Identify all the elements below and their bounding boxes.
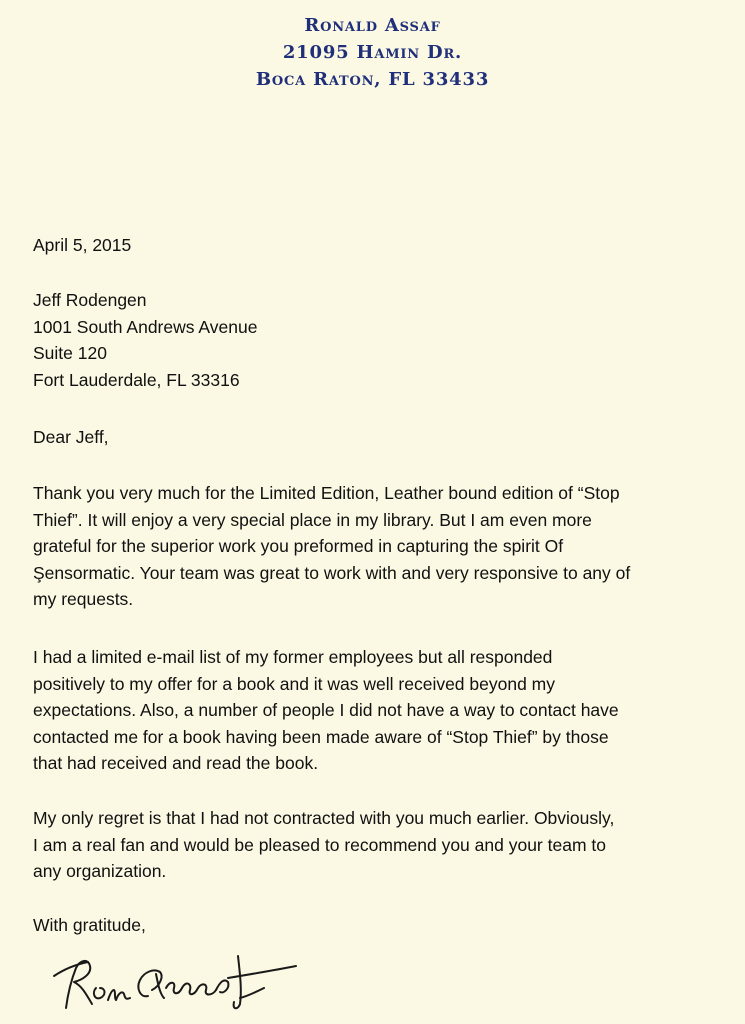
paragraph-1 — [33, 480, 630, 613]
paragraph-line: contacted me for a book having been made aware of “Stop Thief” by those — [33, 726, 609, 747]
letterhead-city: Boca Raton, FL 33433 — [255, 69, 490, 90]
recipient-suite: Suite 120 — [33, 343, 107, 363]
letterhead-name: Ronald Assaf — [304, 15, 441, 36]
paragraph-line: expectations. Also, a number of people I did not have a way to contact have — [33, 700, 619, 720]
paragraph-line: grateful for the superior work you preformed in capturing the spirit Of — [33, 536, 564, 556]
paragraph-line: I had a limited e-mail list of my former employees but all responded — [33, 647, 553, 667]
paragraph-2 — [33, 644, 619, 777]
paragraph-3 — [33, 805, 614, 885]
handwritten-signature — [52, 938, 297, 1018]
paragraph-line: any organization. — [33, 861, 167, 881]
paragraph-line: positively to my offer for a book and it was well received beyond my — [33, 673, 556, 694]
closing: With gratitude, — [33, 915, 146, 935]
paragraph-line: My only regret is that I had not contracted with you much earlier. Obviously, — [33, 808, 615, 828]
recipient-street: 1001 South Andrews Avenue — [33, 316, 258, 337]
recipient-city: Fort Lauderdale, FL 33316 — [33, 369, 240, 390]
salutation: Dear Jeff, — [33, 427, 109, 447]
letterhead-street: 21095 Hamin Dr. — [282, 42, 463, 63]
paragraph-line: I am a real fan and would be pleased to recommend you and your team to — [33, 834, 606, 855]
recipient-address — [33, 287, 257, 393]
paragraph-line: Şensormatic. Your team was great to work with and very responsive to any of — [33, 562, 631, 583]
paragraph-line: my requests. — [33, 589, 134, 609]
letterhead — [0, 12, 745, 93]
paragraph-line: that had received and read the book. — [33, 753, 319, 773]
paragraph-line: Thank you very much for the Limited Edition, Leather bound edition of “Stop — [33, 483, 620, 503]
recipient-name: Jeff Rodengen — [33, 290, 147, 310]
letter-date: April 5, 2015 — [33, 235, 132, 255]
paragraph-line: Thief”. It will enjoy a very special place in my library. But I am even more — [33, 509, 592, 530]
